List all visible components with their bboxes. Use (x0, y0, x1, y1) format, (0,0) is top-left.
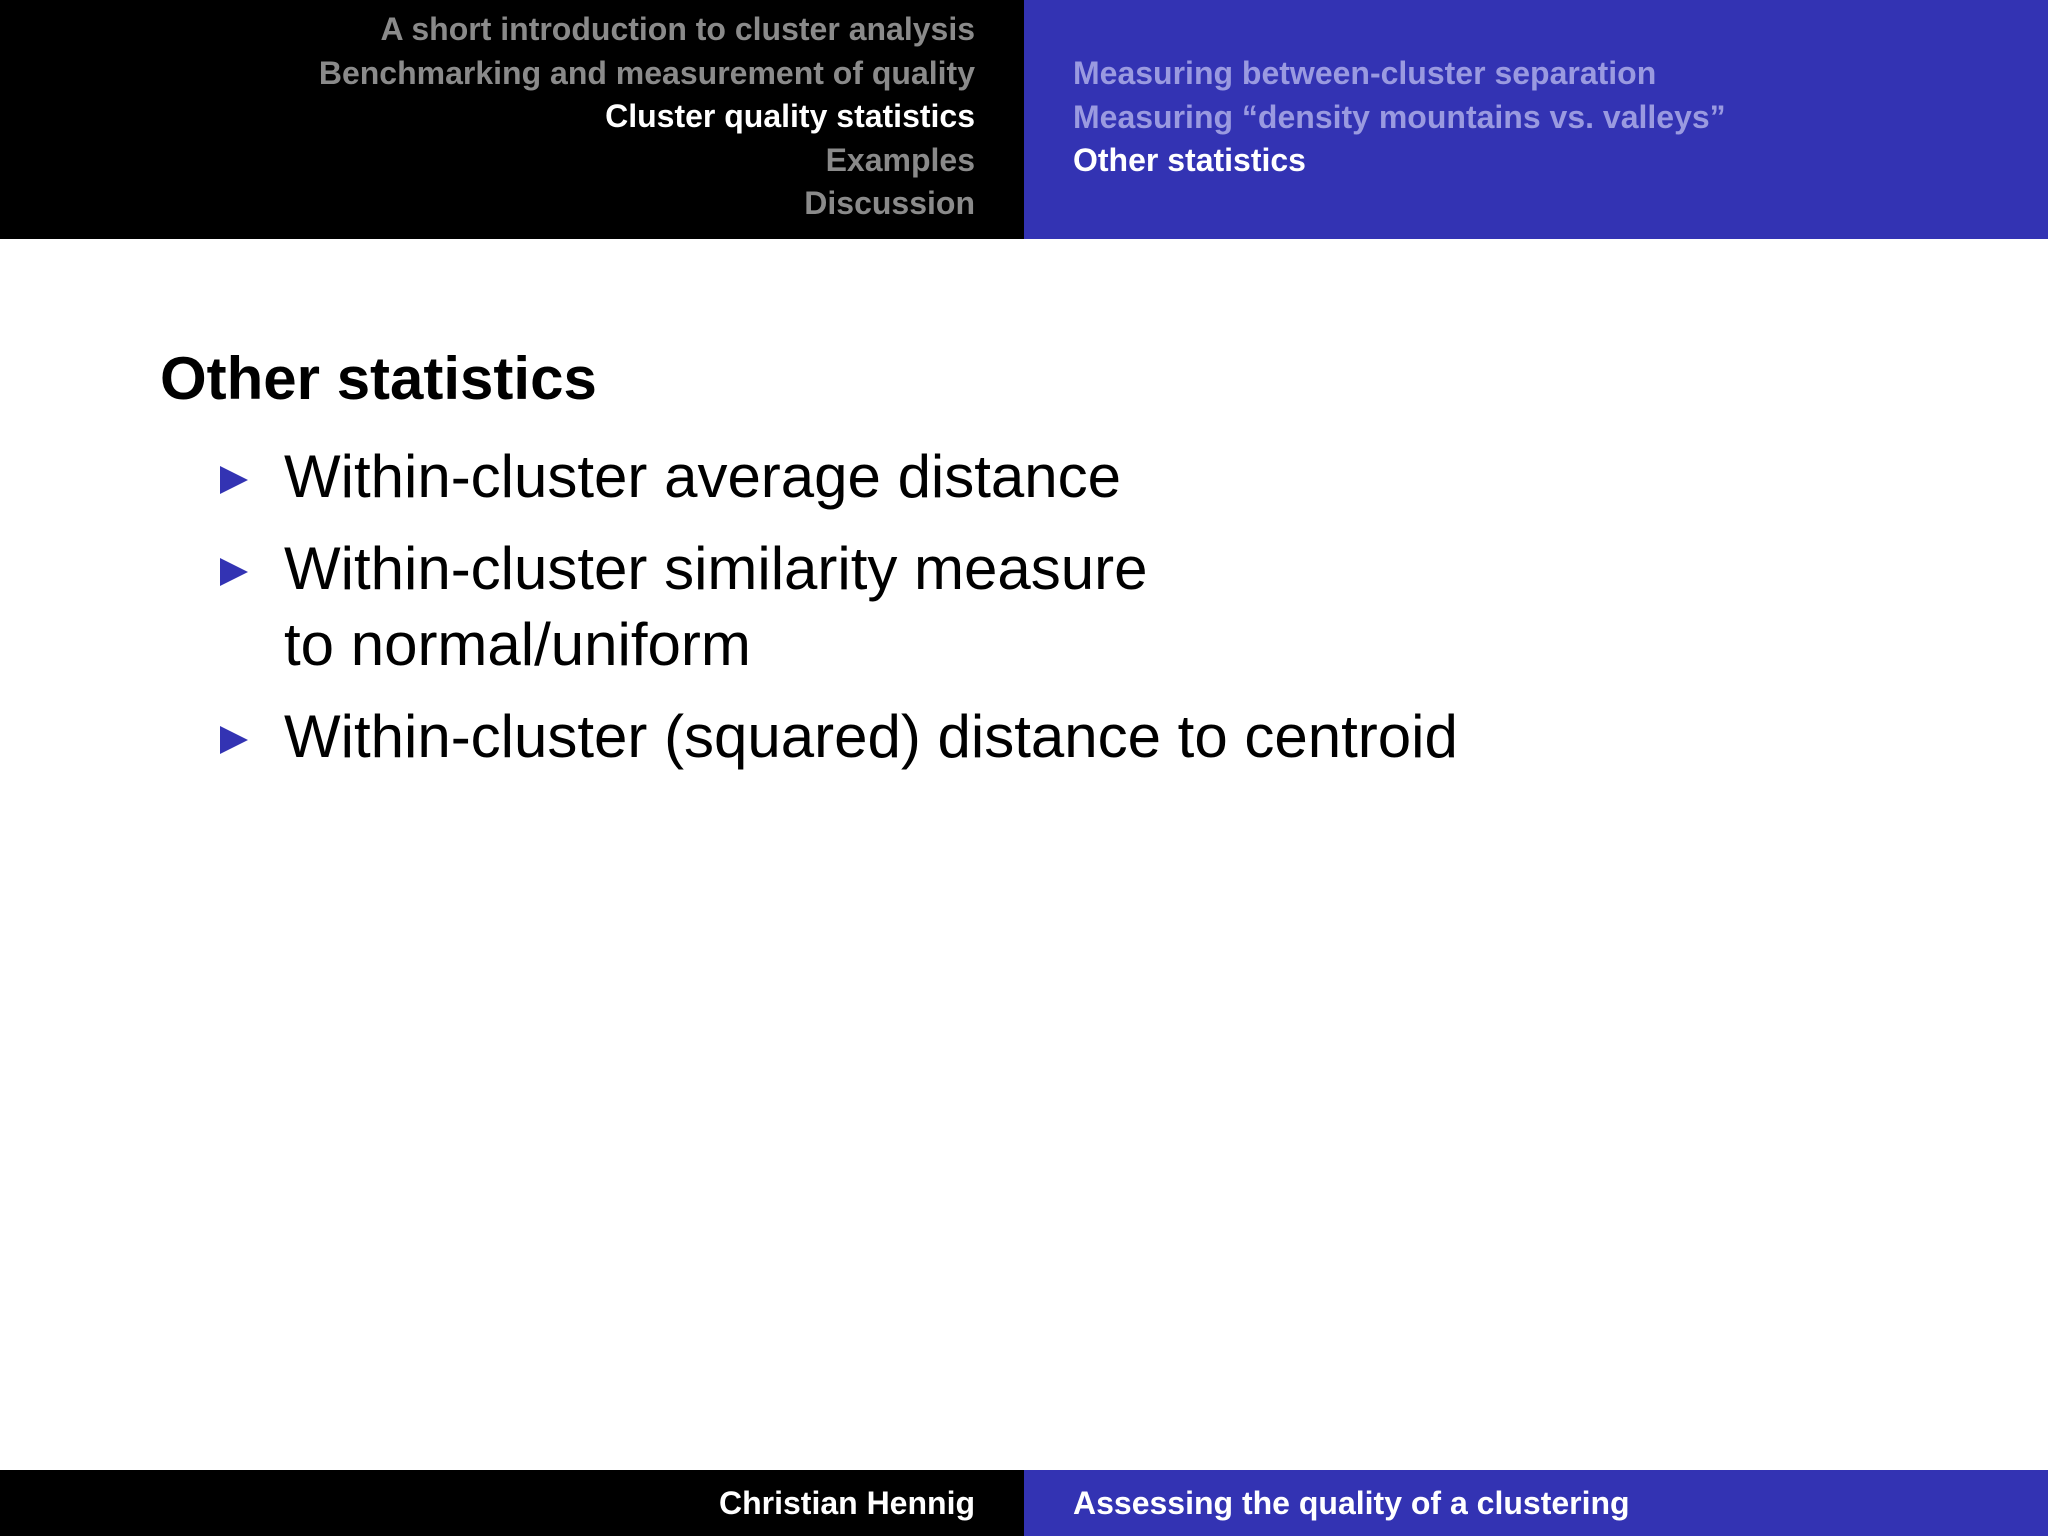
nav-section-cluster-quality[interactable]: Cluster quality statistics (605, 98, 975, 135)
bullet-item (220, 699, 1920, 775)
footer-author: Christian Hennig (718, 1485, 975, 1521)
nav-section-examples[interactable]: Examples (825, 141, 975, 178)
section-navigation (319, 8, 975, 226)
triangle-bullet-icon (220, 558, 248, 586)
slide-content (0, 239, 2048, 1470)
footer-presentation-title: Assessing the quality of a clustering (1073, 1485, 1630, 1521)
nav-subsection-density[interactable]: Measuring “density mountains vs. valleys” (1073, 98, 1726, 135)
triangle-bullet-icon (220, 726, 248, 754)
bullet-text: Within-cluster (squared) distance to centroid (284, 703, 1458, 770)
bullet-item (220, 439, 1920, 515)
nav-section-benchmarking[interactable]: Benchmarking and measurement of quality (318, 54, 975, 91)
bullet-item (220, 531, 1920, 683)
nav-subsection-other-statistics[interactable]: Other statistics (1073, 142, 1306, 179)
frame-title: Other statistics (160, 345, 597, 412)
bullet-text-line-2: to normal/uniform (284, 611, 751, 678)
header-sections-panel (0, 0, 1024, 239)
bullet-text: Within-cluster average distance (284, 443, 1122, 510)
subsection-navigation (1073, 52, 1726, 183)
nav-section-introduction[interactable]: A short introduction to cluster analysis (380, 11, 975, 47)
triangle-bullet-icon (220, 466, 248, 494)
header-subsections-panel (1024, 0, 2048, 239)
bullet-text-line-1: Within-cluster similarity measure (284, 535, 1148, 602)
bullet-list (220, 439, 1920, 791)
footer-title-panel (1024, 1470, 2048, 1536)
nav-subsection-separation[interactable]: Measuring between-cluster separation (1073, 55, 1657, 91)
footer-author-panel (0, 1470, 1024, 1536)
nav-section-discussion[interactable]: Discussion (804, 185, 975, 222)
